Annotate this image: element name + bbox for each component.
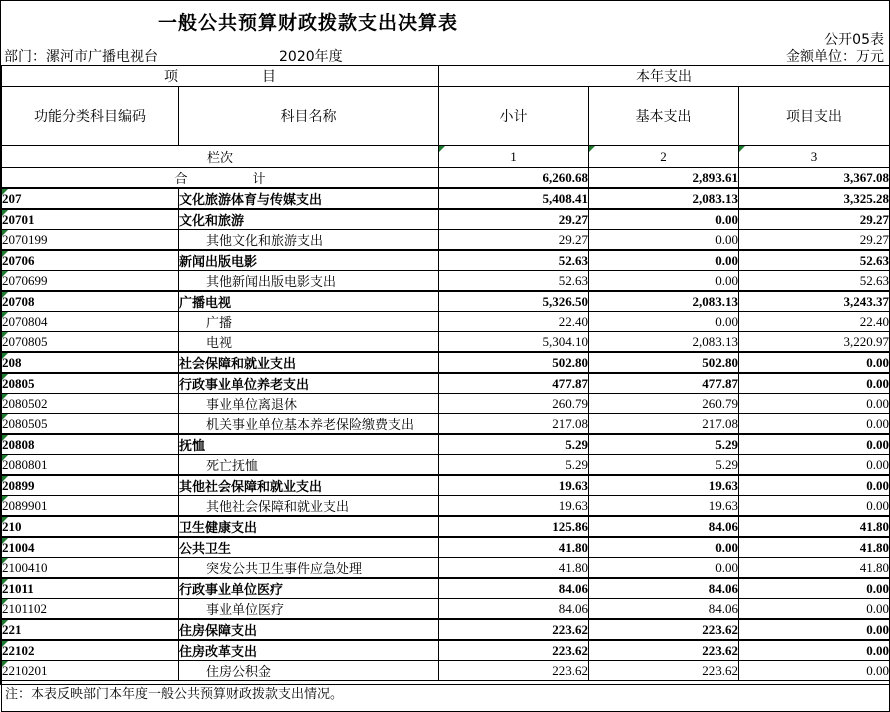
row-name: 行政事业单位养老支出 bbox=[179, 373, 439, 394]
row-name: 文化和旅游 bbox=[179, 209, 439, 230]
row-project: 3,325.28 bbox=[739, 188, 890, 209]
total-project: 3,367.08 bbox=[739, 168, 890, 189]
row-project: 0.00 bbox=[739, 578, 890, 599]
table-row bbox=[2, 619, 890, 640]
header-col-code: 功能分类科目编码 bbox=[2, 87, 179, 146]
row-project: 52.63 bbox=[739, 250, 890, 271]
row-subtotal: 5.29 bbox=[439, 455, 589, 476]
row-name: 卫生健康支出 bbox=[179, 516, 439, 537]
table-row bbox=[2, 394, 890, 414]
row-basic: 0.00 bbox=[589, 209, 739, 230]
row-subtotal: 19.63 bbox=[439, 475, 589, 496]
row-subtotal: 223.62 bbox=[439, 640, 589, 661]
row-subtotal: 5,326.50 bbox=[439, 291, 589, 312]
footnote-row bbox=[2, 681, 890, 712]
fiscal-year-label: 2020年度 bbox=[279, 49, 343, 65]
row-subtotal: 41.80 bbox=[439, 558, 589, 579]
page-title: 一般公共预算财政拨款支出决算表 bbox=[158, 12, 459, 34]
total-subtotal: 6,260.68 bbox=[439, 168, 589, 189]
row-name: 死亡抚恤 bbox=[179, 455, 439, 476]
row-project: 41.80 bbox=[739, 558, 890, 579]
row-basic: 5.29 bbox=[589, 434, 739, 455]
row-code: 22102 bbox=[2, 640, 179, 661]
row-code: 2100410 bbox=[2, 558, 179, 579]
row-basic: 0.00 bbox=[589, 230, 739, 251]
row-name: 住房保障支出 bbox=[179, 619, 439, 640]
row-subtotal: 84.06 bbox=[439, 599, 589, 620]
expenditure-table bbox=[1, 65, 890, 712]
row-name: 电视 bbox=[179, 332, 439, 353]
row-project: 0.00 bbox=[739, 434, 890, 455]
table-row bbox=[2, 434, 890, 455]
row-subtotal: 19.63 bbox=[439, 496, 589, 517]
row-basic: 19.63 bbox=[589, 496, 739, 517]
row-name: 其他新闻出版电影支出 bbox=[179, 271, 439, 292]
row-subtotal: 477.87 bbox=[439, 373, 589, 394]
row-code: 20706 bbox=[2, 250, 179, 271]
table-row bbox=[2, 558, 890, 579]
header-col-name: 科目名称 bbox=[179, 87, 439, 146]
row-code: 20701 bbox=[2, 209, 179, 230]
row-subtotal: 29.27 bbox=[439, 209, 589, 230]
department-label: 部门：漯河市广播电视台 bbox=[4, 49, 158, 65]
row-name: 事业单位离退休 bbox=[179, 394, 439, 414]
row-project: 22.40 bbox=[739, 312, 890, 332]
row-code: 207 bbox=[2, 188, 179, 209]
row-name: 其他社会保障和就业支出 bbox=[179, 475, 439, 496]
row-name: 公共卫生 bbox=[179, 537, 439, 558]
header-group-row bbox=[2, 66, 890, 87]
row-basic: 0.00 bbox=[589, 537, 739, 558]
row-project: 0.00 bbox=[739, 455, 890, 476]
table-row bbox=[2, 373, 890, 394]
row-project: 0.00 bbox=[739, 475, 890, 496]
header-col-subtotal: 小计 bbox=[439, 87, 589, 146]
row-subtotal: 5,304.10 bbox=[439, 332, 589, 353]
table-row bbox=[2, 516, 890, 537]
row-project: 3,220.97 bbox=[739, 332, 890, 353]
row-code: 210 bbox=[2, 516, 179, 537]
row-basic: 84.06 bbox=[589, 578, 739, 599]
column-index-row bbox=[2, 146, 890, 168]
table-row bbox=[2, 640, 890, 661]
row-code: 2070199 bbox=[2, 230, 179, 251]
row-code: 21011 bbox=[2, 578, 179, 599]
row-name: 广播 bbox=[179, 312, 439, 332]
header-year-expense-group: 本年支出 bbox=[439, 66, 890, 87]
table-row bbox=[2, 455, 890, 476]
row-code: 2210201 bbox=[2, 661, 179, 681]
row-name: 行政事业单位医疗 bbox=[179, 578, 439, 599]
table-row bbox=[2, 578, 890, 599]
row-basic: 2,083.13 bbox=[589, 188, 739, 209]
row-code: 2089901 bbox=[2, 496, 179, 517]
table-row bbox=[2, 599, 890, 620]
row-subtotal: 217.08 bbox=[439, 414, 589, 435]
header-col-project: 项目支出 bbox=[739, 87, 890, 146]
row-subtotal: 260.79 bbox=[439, 394, 589, 414]
header-col-basic: 基本支出 bbox=[589, 87, 739, 146]
row-basic: 260.79 bbox=[589, 394, 739, 414]
row-project: 41.80 bbox=[739, 537, 890, 558]
row-subtotal: 223.62 bbox=[439, 661, 589, 681]
row-code: 20808 bbox=[2, 434, 179, 455]
row-subtotal: 125.86 bbox=[439, 516, 589, 537]
table-row bbox=[2, 414, 890, 435]
row-code: 20708 bbox=[2, 291, 179, 312]
row-project: 0.00 bbox=[739, 394, 890, 414]
row-code: 2080502 bbox=[2, 394, 179, 414]
lanci-label: 栏次 bbox=[2, 146, 439, 168]
row-code: 221 bbox=[2, 619, 179, 640]
row-project: 0.00 bbox=[739, 496, 890, 517]
row-code: 2101102 bbox=[2, 599, 179, 620]
row-project: 0.00 bbox=[739, 373, 890, 394]
row-project: 3,243.37 bbox=[739, 291, 890, 312]
lanci-col-3: 3 bbox=[739, 146, 890, 168]
lanci-col-2: 2 bbox=[589, 146, 739, 168]
table-row bbox=[2, 271, 890, 292]
total-label: 合 计 bbox=[2, 168, 439, 189]
row-basic: 0.00 bbox=[589, 271, 739, 292]
table-row bbox=[2, 661, 890, 681]
row-subtotal: 52.63 bbox=[439, 250, 589, 271]
row-project: 0.00 bbox=[739, 599, 890, 620]
row-basic: 2,083.13 bbox=[589, 291, 739, 312]
row-project: 0.00 bbox=[739, 640, 890, 661]
table-row bbox=[2, 230, 890, 251]
row-project: 0.00 bbox=[739, 414, 890, 435]
row-code: 208 bbox=[2, 352, 179, 373]
row-project: 29.27 bbox=[739, 230, 890, 251]
row-subtotal: 41.80 bbox=[439, 537, 589, 558]
row-basic: 0.00 bbox=[589, 558, 739, 579]
row-basic: 502.80 bbox=[589, 352, 739, 373]
row-subtotal: 84.06 bbox=[439, 578, 589, 599]
row-project: 52.63 bbox=[739, 271, 890, 292]
header-item-group: 项 目 bbox=[2, 66, 439, 87]
row-basic: 477.87 bbox=[589, 373, 739, 394]
table-row bbox=[2, 209, 890, 230]
table-row bbox=[2, 332, 890, 353]
row-name: 事业单位医疗 bbox=[179, 599, 439, 620]
row-name: 机关事业单位基本养老保险缴费支出 bbox=[179, 414, 439, 435]
row-basic: 84.06 bbox=[589, 599, 739, 620]
row-project: 41.80 bbox=[739, 516, 890, 537]
table-row bbox=[2, 291, 890, 312]
row-basic: 217.08 bbox=[589, 414, 739, 435]
footnote-text: 注：本表反映部门本年度一般公共预算财政拨款支出情况。 bbox=[2, 681, 890, 712]
row-project: 0.00 bbox=[739, 619, 890, 640]
row-subtotal: 223.62 bbox=[439, 619, 589, 640]
table-code-label: 公开05表 bbox=[824, 32, 884, 48]
row-code: 2080505 bbox=[2, 414, 179, 435]
table-row bbox=[2, 250, 890, 271]
row-basic: 0.00 bbox=[589, 250, 739, 271]
row-basic: 19.63 bbox=[589, 475, 739, 496]
row-name: 抚恤 bbox=[179, 434, 439, 455]
table-row bbox=[2, 312, 890, 332]
row-project: 29.27 bbox=[739, 209, 890, 230]
row-name: 其他社会保障和就业支出 bbox=[179, 496, 439, 517]
row-code: 20899 bbox=[2, 475, 179, 496]
row-basic: 84.06 bbox=[589, 516, 739, 537]
row-basic: 223.62 bbox=[589, 619, 739, 640]
row-subtotal: 22.40 bbox=[439, 312, 589, 332]
grand-total-row bbox=[2, 168, 890, 189]
row-name: 广播电视 bbox=[179, 291, 439, 312]
lanci-col-1: 1 bbox=[439, 146, 589, 168]
amount-unit-label: 金额单位：万元 bbox=[786, 49, 884, 65]
table-row bbox=[2, 188, 890, 209]
row-name: 新闻出版电影 bbox=[179, 250, 439, 271]
table-row bbox=[2, 475, 890, 496]
row-subtotal: 5,408.41 bbox=[439, 188, 589, 209]
row-code: 2070699 bbox=[2, 271, 179, 292]
row-subtotal: 52.63 bbox=[439, 271, 589, 292]
table-row bbox=[2, 496, 890, 517]
row-basic: 2,083.13 bbox=[589, 332, 739, 353]
row-subtotal: 502.80 bbox=[439, 352, 589, 373]
row-code: 2070804 bbox=[2, 312, 179, 332]
row-basic: 0.00 bbox=[589, 312, 739, 332]
row-name: 社会保障和就业支出 bbox=[179, 352, 439, 373]
header-columns-row bbox=[2, 87, 890, 146]
row-subtotal: 29.27 bbox=[439, 230, 589, 251]
total-basic: 2,893.61 bbox=[589, 168, 739, 189]
row-basic: 5.29 bbox=[589, 455, 739, 476]
row-basic: 223.62 bbox=[589, 661, 739, 681]
row-basic: 223.62 bbox=[589, 640, 739, 661]
row-name: 突发公共卫生事件应急处理 bbox=[179, 558, 439, 579]
row-code: 2080801 bbox=[2, 455, 179, 476]
row-name: 文化旅游体育与传媒支出 bbox=[179, 188, 439, 209]
row-name: 住房改革支出 bbox=[179, 640, 439, 661]
row-name: 住房公积金 bbox=[179, 661, 439, 681]
row-name: 其他文化和旅游支出 bbox=[179, 230, 439, 251]
row-code: 21004 bbox=[2, 537, 179, 558]
row-code: 20805 bbox=[2, 373, 179, 394]
row-project: 0.00 bbox=[739, 352, 890, 373]
row-code: 2070805 bbox=[2, 332, 179, 353]
row-subtotal: 5.29 bbox=[439, 434, 589, 455]
table-row bbox=[2, 352, 890, 373]
row-project: 0.00 bbox=[739, 661, 890, 681]
table-row bbox=[2, 537, 890, 558]
